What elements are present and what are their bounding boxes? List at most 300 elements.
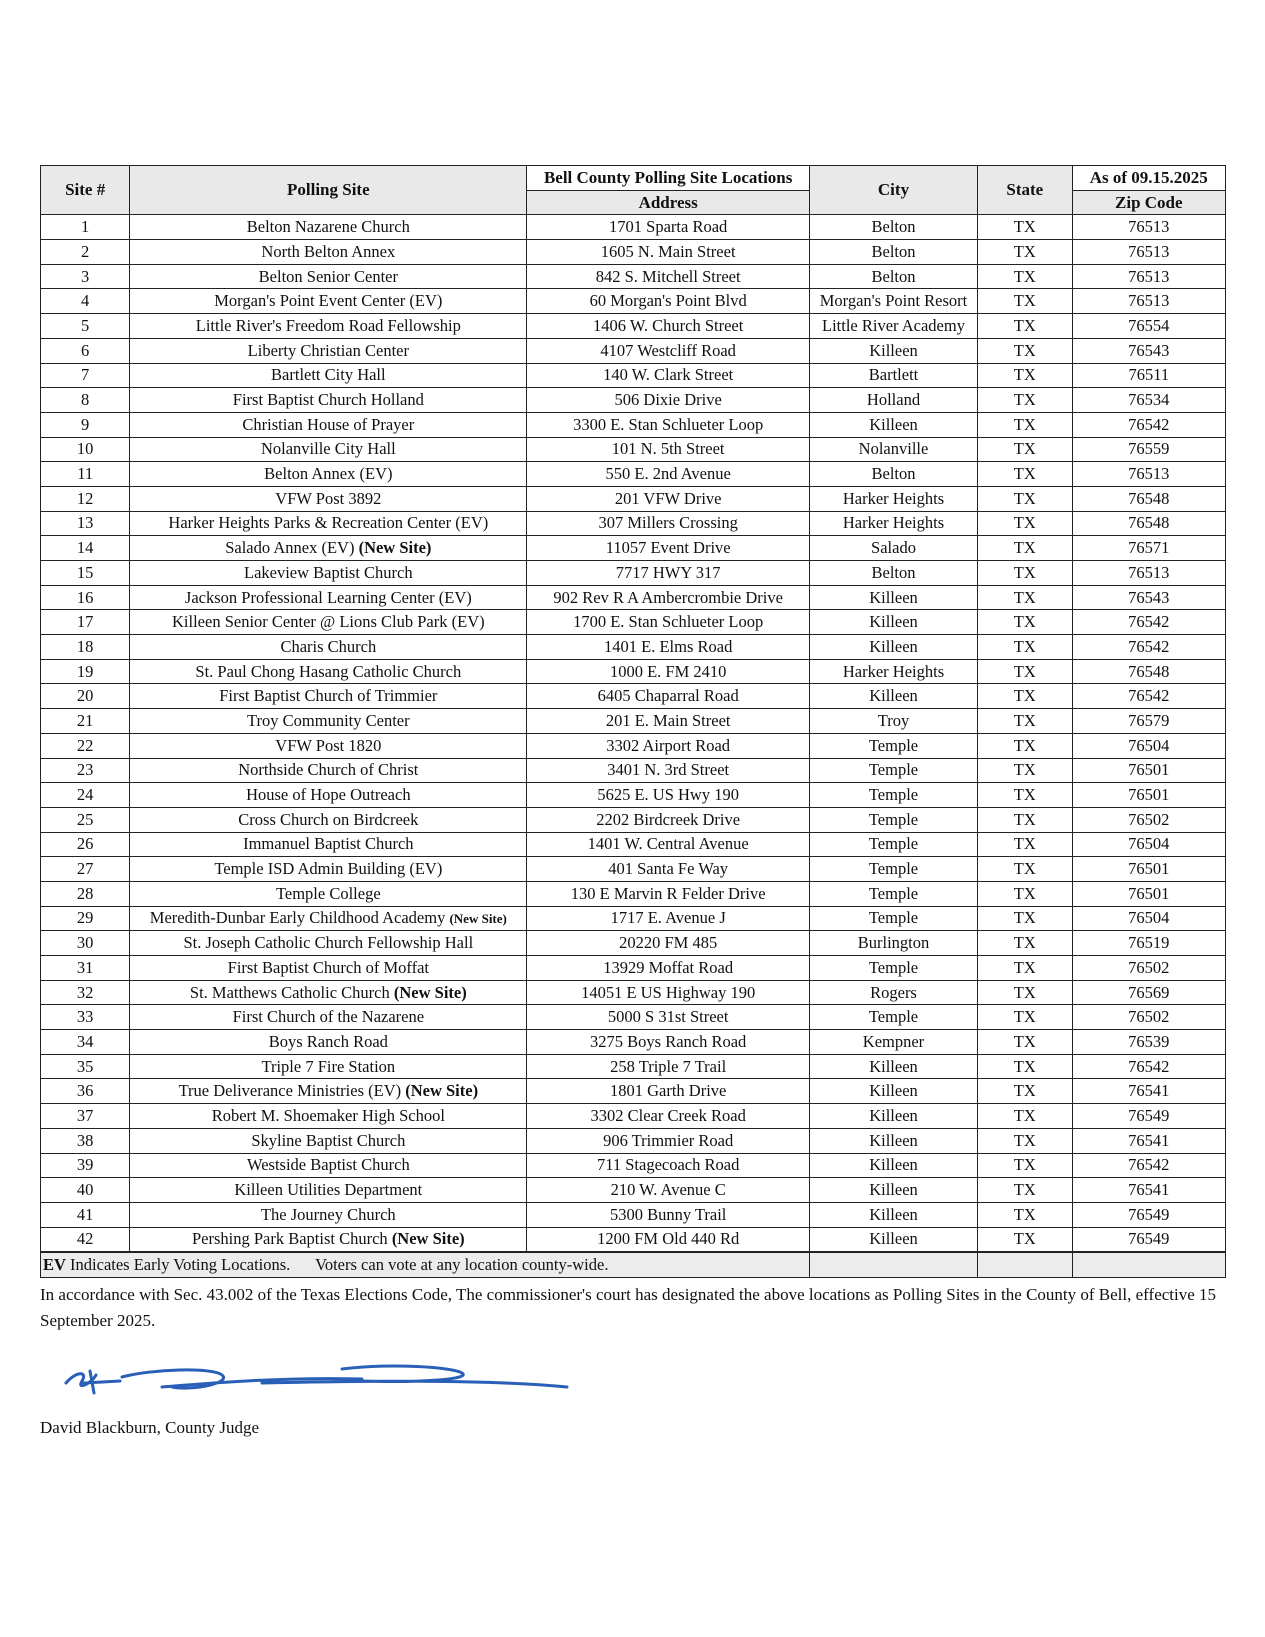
polling-site-name: First Baptist Church of Trimmier — [219, 686, 438, 706]
table-row — [41, 659, 1226, 684]
footer-blank — [1072, 1252, 1225, 1278]
zip-code-cell: 76513 — [1072, 462, 1225, 487]
state-cell: TX — [978, 807, 1073, 832]
polling-site-cell — [130, 733, 527, 758]
address-cell: 1401 E. Elms Road — [527, 635, 810, 660]
address-cell: 2202 Birdcreek Drive — [527, 807, 810, 832]
site-number-cell: 14 — [41, 536, 130, 561]
city-cell: Nolanville — [809, 437, 977, 462]
address-cell: 1701 Sparta Road — [527, 215, 810, 240]
state-cell: TX — [978, 585, 1073, 610]
polling-site-cell — [130, 684, 527, 709]
address-cell: 842 S. Mitchell Street — [527, 264, 810, 289]
polling-site-cell — [130, 635, 527, 660]
site-number-cell: 13 — [41, 511, 130, 536]
state-cell: TX — [978, 1128, 1073, 1153]
table-row — [41, 610, 1226, 635]
address-cell: 1700 E. Stan Schlueter Loop — [527, 610, 810, 635]
polling-site-cell — [130, 1153, 527, 1178]
zip-code-cell: 76541 — [1072, 1178, 1225, 1203]
address-cell: 401 Santa Fe Way — [527, 857, 810, 882]
city-cell: Temple — [809, 906, 977, 931]
ev-legend — [41, 1252, 810, 1278]
table-row — [41, 1202, 1226, 1227]
zip-code-cell: 76569 — [1072, 980, 1225, 1005]
state-cell: TX — [978, 264, 1073, 289]
city-cell: Killeen — [809, 1227, 977, 1252]
city-cell: Killeen — [809, 1178, 977, 1203]
polling-site-name: Belton Nazarene Church — [246, 217, 410, 237]
site-number-cell: 17 — [41, 610, 130, 635]
site-number-cell: 18 — [41, 635, 130, 660]
polling-site-name: Temple ISD Admin Building (EV) — [214, 859, 443, 879]
site-number-cell: 31 — [41, 956, 130, 981]
city-cell: Killeen — [809, 1104, 977, 1129]
polling-site-cell — [130, 610, 527, 635]
site-number-cell: 27 — [41, 857, 130, 882]
site-number-cell: 5 — [41, 314, 130, 339]
state-cell: TX — [978, 684, 1073, 709]
table-row — [41, 412, 1226, 437]
city-cell: Killeen — [809, 1079, 977, 1104]
table-body — [41, 215, 1226, 1252]
table-row — [41, 881, 1226, 906]
table-row — [41, 511, 1226, 536]
address-cell: 140 W. Clark Street — [527, 363, 810, 388]
polling-site-name: St. Joseph Catholic Church Fellowship Hall — [183, 933, 474, 953]
state-cell: TX — [978, 1005, 1073, 1030]
address-cell: 3401 N. 3rd Street — [527, 758, 810, 783]
site-number-cell: 2 — [41, 240, 130, 265]
table-row — [41, 437, 1226, 462]
site-number-cell: 19 — [41, 659, 130, 684]
judge-signature — [62, 1357, 602, 1407]
city-cell: Little River Academy — [809, 314, 977, 339]
table-row — [41, 832, 1226, 857]
state-cell: TX — [978, 1227, 1073, 1252]
polling-site-cell — [130, 1202, 527, 1227]
site-number-cell: 16 — [41, 585, 130, 610]
city-cell: Harker Heights — [809, 659, 977, 684]
zip-code-cell: 76548 — [1072, 486, 1225, 511]
zip-code-cell: 76502 — [1072, 807, 1225, 832]
table-row — [41, 585, 1226, 610]
polling-site-name: Killeen Senior Center @ Lions Club Park (EV) — [172, 612, 485, 632]
site-number-cell: 39 — [41, 1153, 130, 1178]
table-row — [41, 1227, 1226, 1252]
polling-site-name: True Deliverance Ministries (EV) — [178, 1081, 402, 1101]
state-cell: TX — [978, 783, 1073, 808]
address-cell: 201 E. Main Street — [527, 709, 810, 734]
polling-site-cell — [130, 536, 527, 561]
table-row — [41, 338, 1226, 363]
address-cell: 1200 FM Old 440 Rd — [527, 1227, 810, 1252]
polling-site-name: Little River's Freedom Road Fellowship — [195, 315, 461, 335]
site-number-cell: 8 — [41, 388, 130, 413]
site-number-cell: 26 — [41, 832, 130, 857]
vote-anywhere-text: Voters can vote at any location county-wide. — [315, 1255, 609, 1275]
polling-site-cell — [130, 1030, 527, 1055]
address-cell: 5000 S 31st Street — [527, 1005, 810, 1030]
state-cell: TX — [978, 610, 1073, 635]
site-number-cell: 21 — [41, 709, 130, 734]
polling-site-cell — [130, 783, 527, 808]
state-cell: TX — [978, 733, 1073, 758]
city-cell: Temple — [809, 956, 977, 981]
polling-site-cell — [130, 906, 527, 931]
state-cell: TX — [978, 536, 1073, 561]
table-row — [41, 1079, 1226, 1104]
city-cell: Killeen — [809, 1054, 977, 1079]
site-number-cell: 34 — [41, 1030, 130, 1055]
state-cell: TX — [978, 956, 1073, 981]
site-number-cell: 4 — [41, 289, 130, 314]
site-number-cell: 22 — [41, 733, 130, 758]
polling-site-cell — [130, 709, 527, 734]
polling-site-cell — [130, 832, 527, 857]
header-address: Address — [527, 190, 810, 215]
zip-code-cell: 76542 — [1072, 684, 1225, 709]
address-cell: 307 Millers Crossing — [527, 511, 810, 536]
site-number-cell: 1 — [41, 215, 130, 240]
zip-code-cell: 76543 — [1072, 338, 1225, 363]
city-cell: Belton — [809, 215, 977, 240]
city-cell: Temple — [809, 832, 977, 857]
table-row — [41, 314, 1226, 339]
table-row — [41, 1178, 1226, 1203]
polling-site-name: St. Matthews Catholic Church — [189, 982, 390, 1002]
polling-site-name: Bartlett City Hall — [271, 365, 386, 385]
zip-code-cell: 76534 — [1072, 388, 1225, 413]
polling-sites-sheet — [40, 165, 1226, 1278]
polling-site-name: Northside Church of Christ — [238, 760, 419, 780]
city-cell: Killeen — [809, 635, 977, 660]
state-cell: TX — [978, 1202, 1073, 1227]
table-row — [41, 240, 1226, 265]
ev-abbr: EV — [43, 1255, 66, 1275]
polling-site-cell — [130, 561, 527, 586]
address-cell: 1406 W. Church Street — [527, 314, 810, 339]
address-cell: 3275 Boys Ranch Road — [527, 1030, 810, 1055]
zip-code-cell: 76511 — [1072, 363, 1225, 388]
city-cell: Bartlett — [809, 363, 977, 388]
table-row — [41, 956, 1226, 981]
site-number-cell: 32 — [41, 980, 130, 1005]
site-number-cell: 28 — [41, 881, 130, 906]
table-row — [41, 462, 1226, 487]
site-number-cell: 25 — [41, 807, 130, 832]
polling-site-cell — [130, 1178, 527, 1203]
zip-code-cell: 76501 — [1072, 758, 1225, 783]
state-cell: TX — [978, 511, 1073, 536]
header-city: City — [809, 166, 977, 215]
polling-site-cell — [130, 240, 527, 265]
polling-site-cell — [130, 314, 527, 339]
site-number-cell: 38 — [41, 1128, 130, 1153]
site-number-cell: 24 — [41, 783, 130, 808]
as-of-date: As of 09.15.2025 — [1072, 166, 1225, 191]
zip-code-cell: 76554 — [1072, 314, 1225, 339]
table-row — [41, 289, 1226, 314]
polling-site-cell — [130, 881, 527, 906]
state-cell: TX — [978, 857, 1073, 882]
city-cell: Troy — [809, 709, 977, 734]
table-row — [41, 363, 1226, 388]
new-site-tag: (New Site) — [449, 910, 507, 926]
state-cell: TX — [978, 709, 1073, 734]
polling-site-cell — [130, 462, 527, 487]
table-row — [41, 807, 1226, 832]
zip-code-cell: 76541 — [1072, 1079, 1225, 1104]
address-cell: 4107 Westcliff Road — [527, 338, 810, 363]
site-number-cell: 15 — [41, 561, 130, 586]
table-row — [41, 1104, 1226, 1129]
polling-site-name: North Belton Annex — [261, 241, 396, 261]
address-cell: 130 E Marvin R Felder Drive — [527, 881, 810, 906]
polling-site-cell — [130, 931, 527, 956]
site-number-cell: 30 — [41, 931, 130, 956]
site-number-cell: 9 — [41, 412, 130, 437]
new-site-tag: (New Site) — [405, 1081, 479, 1101]
polling-site-name: House of Hope Outreach — [246, 785, 411, 805]
city-cell: Kempner — [809, 1030, 977, 1055]
city-cell: Belton — [809, 264, 977, 289]
zip-code-cell: 76541 — [1072, 1128, 1225, 1153]
address-cell: 258 Triple 7 Trail — [527, 1054, 810, 1079]
table-row — [41, 388, 1226, 413]
table-row — [41, 733, 1226, 758]
site-number-cell: 35 — [41, 1054, 130, 1079]
footer-blank — [978, 1252, 1073, 1278]
table-row — [41, 1005, 1226, 1030]
polling-site-name: The Journey Church — [260, 1204, 396, 1224]
city-cell: Killeen — [809, 1153, 977, 1178]
polling-site-name: First Church of the Nazarene — [232, 1007, 425, 1027]
polling-site-name: Morgan's Point Event Center (EV) — [214, 291, 443, 311]
header-polling-site: Polling Site — [130, 166, 527, 215]
zip-code-cell: 76548 — [1072, 511, 1225, 536]
address-cell: 550 E. 2nd Avenue — [527, 462, 810, 487]
zip-code-cell: 76513 — [1072, 289, 1225, 314]
state-cell: TX — [978, 338, 1073, 363]
polling-site-name: Lakeview Baptist Church — [244, 562, 413, 582]
polling-site-cell — [130, 437, 527, 462]
zip-code-cell: 76549 — [1072, 1202, 1225, 1227]
header-zip-code: Zip Code — [1072, 190, 1225, 215]
city-cell: Temple — [809, 758, 977, 783]
polling-site-name: Boys Ranch Road — [268, 1031, 388, 1051]
address-cell: 1801 Garth Drive — [527, 1079, 810, 1104]
polling-site-name: Meredith-Dunbar Early Childhood Academy — [149, 907, 446, 927]
state-cell: TX — [978, 906, 1073, 931]
zip-code-cell: 76542 — [1072, 1153, 1225, 1178]
table-row — [41, 635, 1226, 660]
zip-code-cell: 76549 — [1072, 1104, 1225, 1129]
new-site-tag: (New Site) — [391, 1229, 465, 1249]
table-row — [41, 709, 1226, 734]
table-footer — [41, 1252, 1226, 1278]
address-cell: 6405 Chaparral Road — [527, 684, 810, 709]
polling-site-name: St. Paul Chong Hasang Catholic Church — [195, 661, 462, 681]
city-cell: Temple — [809, 783, 977, 808]
zip-code-cell: 76501 — [1072, 783, 1225, 808]
site-number-cell: 12 — [41, 486, 130, 511]
table-title: Bell County Polling Site Locations — [527, 166, 810, 191]
zip-code-cell: 76513 — [1072, 264, 1225, 289]
polling-site-name: Jackson Professional Learning Center (EV) — [184, 587, 472, 607]
polling-site-name: Skyline Baptist Church — [251, 1130, 406, 1150]
address-cell: 201 VFW Drive — [527, 486, 810, 511]
state-cell: TX — [978, 1030, 1073, 1055]
state-cell: TX — [978, 388, 1073, 413]
state-cell: TX — [978, 561, 1073, 586]
polling-site-name: Pershing Park Baptist Church — [191, 1229, 388, 1249]
address-cell: 101 N. 5th Street — [527, 437, 810, 462]
state-cell: TX — [978, 462, 1073, 487]
city-cell: Temple — [809, 1005, 977, 1030]
polling-site-name: VFW Post 3892 — [275, 488, 382, 508]
polling-site-cell — [130, 807, 527, 832]
zip-code-cell: 76513 — [1072, 561, 1225, 586]
city-cell: Killeen — [809, 585, 977, 610]
state-cell: TX — [978, 1054, 1073, 1079]
table-row — [41, 486, 1226, 511]
table-row — [41, 906, 1226, 931]
city-cell: Killeen — [809, 684, 977, 709]
table-row — [41, 980, 1226, 1005]
polling-site-cell — [130, 857, 527, 882]
polling-site-cell — [130, 289, 527, 314]
polling-site-name: Belton Senior Center — [258, 266, 398, 286]
table-row — [41, 857, 1226, 882]
site-number-cell: 3 — [41, 264, 130, 289]
state-cell: TX — [978, 758, 1073, 783]
site-number-cell: 41 — [41, 1202, 130, 1227]
table-row — [41, 684, 1226, 709]
polling-site-cell — [130, 215, 527, 240]
city-cell: Holland — [809, 388, 977, 413]
city-cell: Harker Heights — [809, 486, 977, 511]
footer-blank — [809, 1252, 977, 1278]
table-row — [41, 1128, 1226, 1153]
address-cell: 711 Stagecoach Road — [527, 1153, 810, 1178]
city-cell: Temple — [809, 857, 977, 882]
zip-code-cell: 76504 — [1072, 832, 1225, 857]
address-cell: 13929 Moffat Road — [527, 956, 810, 981]
site-number-cell: 11 — [41, 462, 130, 487]
city-cell: Killeen — [809, 1202, 977, 1227]
polling-site-cell — [130, 1227, 527, 1252]
site-number-cell: 29 — [41, 906, 130, 931]
address-cell: 11057 Event Drive — [527, 536, 810, 561]
zip-code-cell: 76548 — [1072, 659, 1225, 684]
city-cell: Temple — [809, 807, 977, 832]
address-cell: 1401 W. Central Avenue — [527, 832, 810, 857]
polling-site-name: Triple 7 Fire Station — [261, 1056, 396, 1076]
state-cell: TX — [978, 1153, 1073, 1178]
address-cell: 20220 FM 485 — [527, 931, 810, 956]
table-row — [41, 783, 1226, 808]
table-row — [41, 758, 1226, 783]
table-row — [41, 1054, 1226, 1079]
zip-code-cell: 76542 — [1072, 635, 1225, 660]
table-row — [41, 561, 1226, 586]
new-site-tag: (New Site) — [358, 538, 432, 558]
city-cell: Rogers — [809, 980, 977, 1005]
city-cell: Temple — [809, 881, 977, 906]
state-cell: TX — [978, 363, 1073, 388]
city-cell: Killeen — [809, 338, 977, 363]
site-number-cell: 37 — [41, 1104, 130, 1129]
site-number-cell: 40 — [41, 1178, 130, 1203]
address-cell: 1605 N. Main Street — [527, 240, 810, 265]
state-cell: TX — [978, 1178, 1073, 1203]
polling-site-cell — [130, 1079, 527, 1104]
signer-name: David Blackburn, County Judge — [40, 1418, 260, 1437]
zip-code-cell: 76559 — [1072, 437, 1225, 462]
new-site-tag: (New Site) — [393, 982, 467, 1002]
zip-code-cell: 76502 — [1072, 1005, 1225, 1030]
address-cell: 506 Dixie Drive — [527, 388, 810, 413]
zip-code-cell: 76579 — [1072, 709, 1225, 734]
address-cell: 1717 E. Avenue J — [527, 906, 810, 931]
city-cell: Belton — [809, 240, 977, 265]
table-row — [41, 536, 1226, 561]
table-row — [41, 264, 1226, 289]
state-cell: TX — [978, 486, 1073, 511]
state-cell: TX — [978, 1079, 1073, 1104]
table-row — [41, 1153, 1226, 1178]
polling-site-cell — [130, 412, 527, 437]
polling-site-name: First Baptist Church of Moffat — [227, 957, 429, 977]
city-cell: Morgan's Point Resort — [809, 289, 977, 314]
city-cell: Salado — [809, 536, 977, 561]
site-number-cell: 42 — [41, 1227, 130, 1252]
polling-site-cell — [130, 758, 527, 783]
polling-site-name: VFW Post 1820 — [275, 735, 382, 755]
address-cell: 3302 Airport Road — [527, 733, 810, 758]
site-number-cell: 33 — [41, 1005, 130, 1030]
polling-site-name: Liberty Christian Center — [247, 340, 409, 360]
state-cell: TX — [978, 412, 1073, 437]
zip-code-cell: 76549 — [1072, 1227, 1225, 1252]
polling-site-name: Troy Community Center — [247, 710, 410, 730]
address-cell: 14051 E US Highway 190 — [527, 980, 810, 1005]
zip-code-cell: 76519 — [1072, 931, 1225, 956]
polling-site-cell — [130, 585, 527, 610]
polling-site-name: First Baptist Church Holland — [232, 390, 424, 410]
zip-code-cell: 76542 — [1072, 1054, 1225, 1079]
state-cell: TX — [978, 635, 1073, 660]
table-row — [41, 215, 1226, 240]
polling-site-cell — [130, 264, 527, 289]
city-cell: Burlington — [809, 931, 977, 956]
state-cell: TX — [978, 881, 1073, 906]
site-number-cell: 36 — [41, 1079, 130, 1104]
address-cell: 1000 E. FM 2410 — [527, 659, 810, 684]
polling-site-name: Charis Church — [280, 636, 377, 656]
state-cell: TX — [978, 1104, 1073, 1129]
polling-site-cell — [130, 1104, 527, 1129]
polling-site-cell — [130, 1054, 527, 1079]
address-cell: 3302 Clear Creek Road — [527, 1104, 810, 1129]
city-cell: Temple — [809, 733, 977, 758]
polling-site-name: Salado Annex (EV) — [225, 538, 355, 558]
table-row — [41, 931, 1226, 956]
state-cell: TX — [978, 980, 1073, 1005]
zip-code-cell: 76513 — [1072, 240, 1225, 265]
polling-site-name: Belton Annex (EV) — [264, 464, 393, 484]
